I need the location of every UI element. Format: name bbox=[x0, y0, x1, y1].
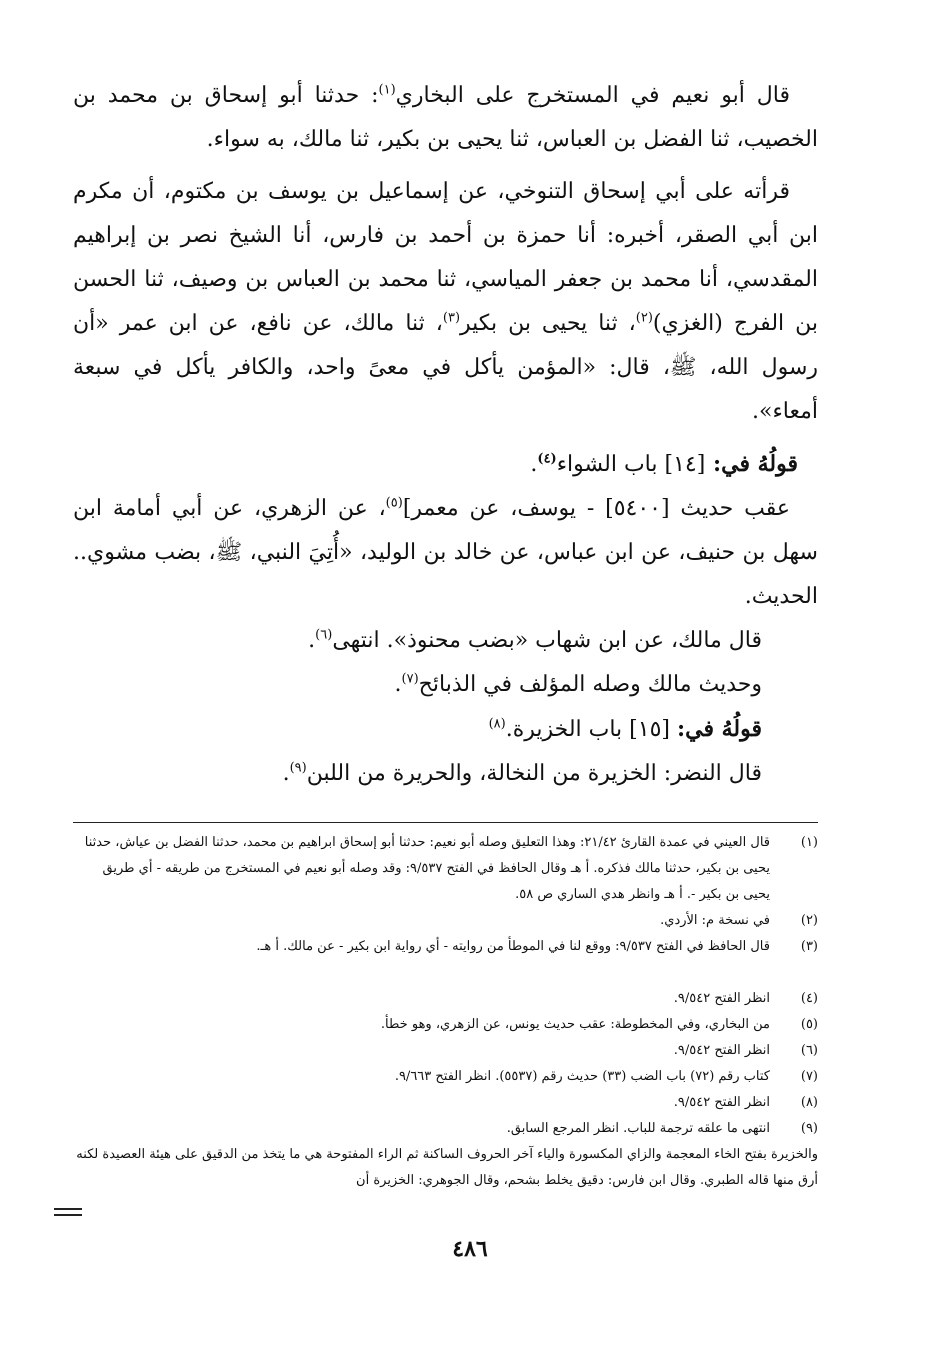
paragraph-abu-nuaym bbox=[73, 74, 818, 162]
footnote-6 bbox=[73, 1038, 818, 1064]
paragraph-end: . bbox=[308, 628, 316, 653]
footnote-ref[interactable]: (٤) bbox=[537, 451, 557, 467]
paragraph-text: عقب حديث [٥٤٠٠] - يوسف، عن معمر] bbox=[402, 496, 790, 521]
footnote-8 bbox=[73, 1090, 818, 1116]
paragraph-end: . bbox=[394, 672, 402, 697]
footnote-text: انتهى ما علقه ترجمة للباب. انظر المرجع السابق. bbox=[506, 1121, 770, 1136]
heading-title: [١٥] باب الخزيرة. bbox=[505, 717, 670, 742]
footnote-number: (٥) bbox=[800, 1017, 818, 1032]
footnote-text: قال العيني في عمدة القارئ ٢١/٤٢: وهذا التعليق وصله أبو نعيم: حدثنا أبو إسحاق ابراهيم بن محمد، حدثنا الفضل بن عياش، حدثنا يحيى بن بكير، حدثنا مالك فذكره. أ هـ وقال الحافظ في الفتح ٩/٥٣٧: وقد وصله أبو نعيم في المستخرج من طريقه - أي طريق يحيى بن بكير -. أ هـ وانظر هدي الساري ص ٥٨. bbox=[84, 835, 770, 902]
footnote-ref[interactable]: (٦) bbox=[315, 627, 333, 643]
footnote-9 bbox=[73, 1116, 818, 1142]
section-heading-14 bbox=[73, 442, 818, 487]
footnote-separator bbox=[73, 822, 818, 823]
footnote-number: (٤) bbox=[800, 991, 818, 1006]
paragraph-text: ، عن الزهري، عن أبي أمامة ابن سهل بن حنيف، عن ابن عباس، عن خالد بن الوليد، «أُتِيَ النبي، ﷺ، بضب مشوي.. الحديث. bbox=[73, 496, 818, 609]
footnote-number: (٦) bbox=[800, 1043, 818, 1058]
footnote-text: انظر الفتح ٩/٥٤٢. bbox=[673, 1095, 770, 1110]
footnote-text: كتاب رقم (٧٢) باب الضب (٣٣) حديث رقم (٥٥٣٧). انظر الفتح ٩/٦٦٣. bbox=[394, 1069, 770, 1084]
footnote-number: (٩) bbox=[800, 1121, 818, 1136]
footnote-1 bbox=[73, 830, 818, 908]
paragraph-dhabaih bbox=[73, 663, 818, 707]
footnote-number: (٧) bbox=[800, 1069, 818, 1084]
footnote-number: (٢) bbox=[800, 913, 818, 928]
paragraph-nadr bbox=[73, 752, 818, 796]
footnote-ref[interactable]: (١) bbox=[378, 82, 396, 98]
footnote-number: (٣) bbox=[800, 939, 818, 954]
footnote-2 bbox=[73, 908, 818, 934]
footnote-continuation: والخزيرة بفتح الخاء المعجمة والزاي المكسورة والياء آخر الحروف الساكنة ثم الراء المفتوحة هي ما يتخذ من الدقيق على هيئة العصيدة لكنه أرق منها قاله الطبري. وقال ابن فارس: دقيق يخلط بشحم، وقال الجوهري: الخزيرة أن bbox=[76, 1147, 818, 1188]
footnote-number: (١) bbox=[800, 835, 818, 850]
footnote-7 bbox=[73, 1064, 818, 1090]
paragraph-text: وحديث مالك وصله المؤلف في الذبائح bbox=[418, 672, 762, 697]
continuation-mark bbox=[54, 1208, 82, 1216]
footnotes bbox=[73, 830, 818, 1194]
footnote-3 bbox=[73, 934, 818, 960]
paragraph-text: قال أبو نعيم في المستخرج على البخاري bbox=[395, 83, 790, 108]
footnote-ref[interactable]: (٨) bbox=[488, 716, 506, 732]
paragraph-malik bbox=[73, 619, 818, 663]
footnote-text: من البخاري، وفي المخطوطة: عقب حديث يونس، عن الزهري، وهو خطأ. bbox=[380, 1017, 770, 1032]
footnote-ref[interactable]: (٩) bbox=[289, 760, 307, 776]
paragraph-end: . bbox=[282, 761, 290, 786]
footnote-4 bbox=[73, 986, 818, 1012]
paragraph-isnad bbox=[73, 170, 818, 434]
heading-end: . bbox=[530, 452, 538, 477]
heading-title: [١٤] باب الشواء bbox=[556, 452, 706, 477]
main-text bbox=[73, 74, 818, 796]
section-heading-15 bbox=[73, 707, 818, 752]
heading-label: قولُهُ في: bbox=[676, 716, 762, 742]
paragraph-text: ، ثنا يحيى بن بكير bbox=[460, 311, 636, 336]
footnote-text: قال الحافظ في الفتح ٩/٥٣٧: ووقع لنا في الموطأ من روايته - أي رواية ابن بكير - عن مالك. أ هـ. bbox=[256, 939, 770, 954]
paragraph-text: قال مالك، عن ابن شهاب «بضب محنوذ». انتهى bbox=[332, 628, 762, 653]
footnote-number: (٨) bbox=[800, 1095, 818, 1110]
footnote-ref[interactable]: (٧) bbox=[401, 671, 419, 687]
footnote-text: انظر الفتح ٩/٥٤٢. bbox=[673, 991, 770, 1006]
paragraph-text: ، ثنا مالك، عن نافع، عن ابن عمر «أن رسول الله، ﷺ، قال: «المؤمن يأكل في معىً واحد، والكافر يأكل في سبعة أمعاء». bbox=[73, 311, 818, 424]
footnote-5 bbox=[73, 1012, 818, 1038]
footnote-text: انظر الفتح ٩/٥٤٢. bbox=[673, 1043, 770, 1058]
footnote-text: في نسخة م: الأردي. bbox=[660, 913, 770, 928]
footnote-ref[interactable]: (٥) bbox=[385, 495, 403, 511]
paragraph-hadith-5400 bbox=[73, 487, 818, 619]
footnote-ref[interactable]: (٢) bbox=[635, 310, 653, 326]
footnote-ref[interactable]: (٣) bbox=[442, 310, 461, 326]
paragraph-text: قال النضر: الخزيرة من النخالة، والحريرة من اللبن bbox=[306, 761, 762, 786]
paragraph-text: : حدثنا أبو إسحاق بن محمد بن الخصيب، ثنا الفضل بن العباس، ثنا يحيى بن بكير، ثنا مالك، به سواء. bbox=[73, 83, 818, 152]
heading-label: قولُهُ في: bbox=[712, 451, 798, 477]
page-number: ٤٨٦ bbox=[452, 1236, 488, 1262]
paragraph-text: قرأته على أبي إسحاق التنوخي، عن إسماعيل بن يوسف بن مكتوم، أن مكرم ابن أبي الصقر، أخبره: أنا حمزة بن أحمد بن فارس، أنا الشيخ نصر بن إبراهيم المقدسي، أنا محمد بن جعفر المياسي، ثنا محمد بن العباس بن وصيف، ثنا الحسن بن الفرج (الغزي) bbox=[73, 179, 818, 336]
